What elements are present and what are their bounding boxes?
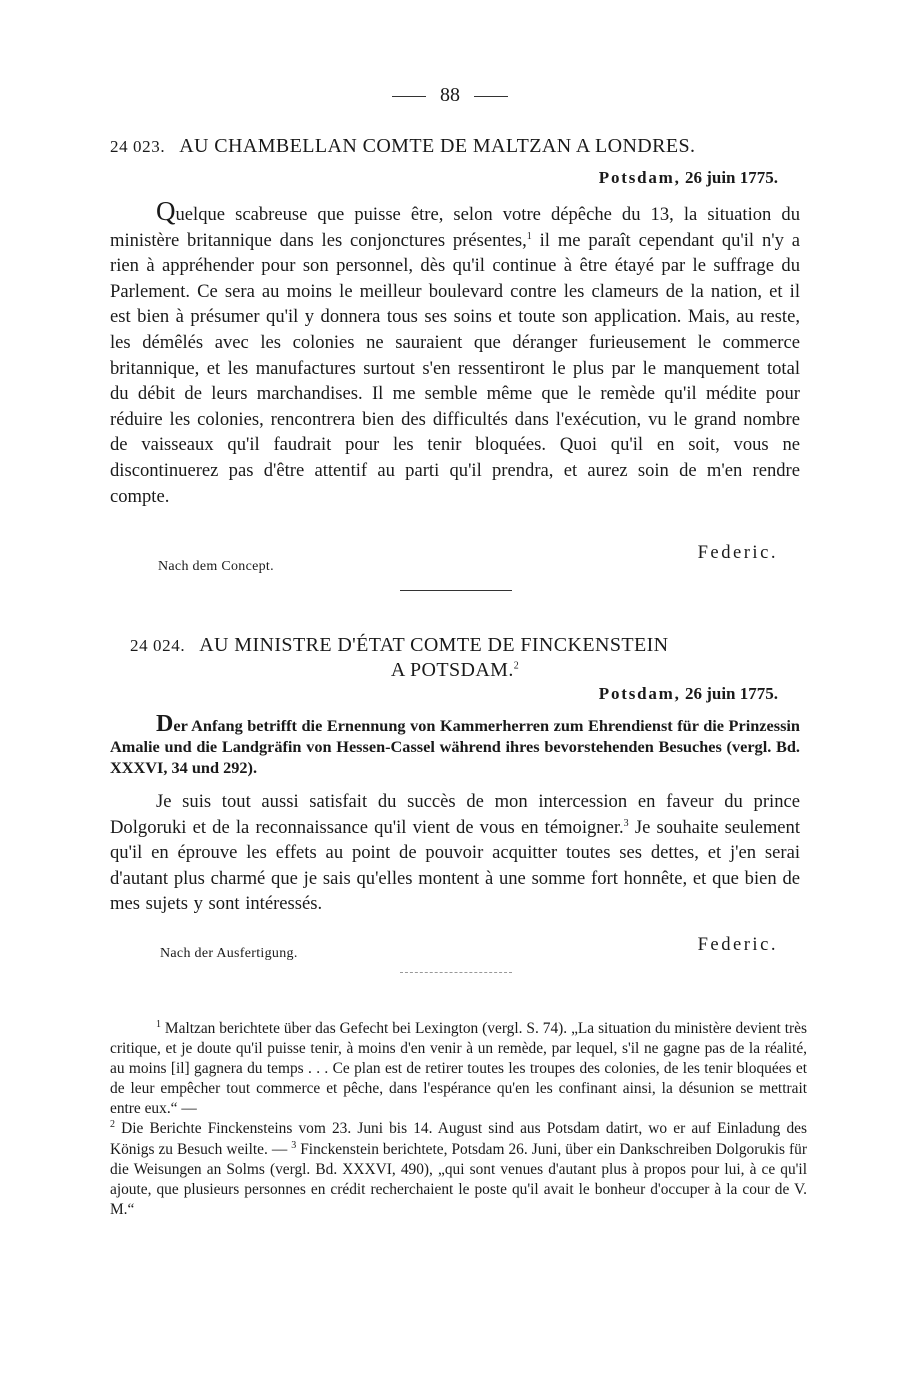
letter-1-dateline <box>110 168 778 188</box>
footnote-ref-2: 2 <box>513 660 520 672</box>
letter-2-heading-line-2 <box>110 659 800 682</box>
letter-2-text-cont: Je souhaite seulement qu'il en éprouve les effets au point de pouvoir acquitter toutes ses dettes, et j'en serai d'autant plus charmé que je sais qu'elles montent à une somme fort honnête, et que bien de mes sujets y sont intéressés. <box>110 816 800 915</box>
letter-1-number: 24 023. <box>110 137 166 156</box>
letter-2-summary-text: er Anfang betrifft die Ernennung von Kammerherren zum Ehrendienst für die Prinzessin Amalie und die Landgräfin von Hessen-Cassel während ihres bevorstehenden Besuches (vergl. Bd. XXXVI, 34 und 292). <box>110 716 800 777</box>
letter-1-body <box>110 198 800 509</box>
letter-1-date: 26 juin 1775. <box>684 168 778 187</box>
letter-2-place: Potsdam, <box>598 684 681 703</box>
letter-2-body <box>110 789 800 917</box>
letter-2-summary <box>110 712 800 778</box>
letter-2-dateline <box>110 684 778 704</box>
letter-1-text-start: uelque scabreuse que puisse être, selon votre dépêche du 13, la situation du ministère britannique dans les conjonctures présentes, <box>110 204 800 251</box>
letter-1-dropcap: Q <box>156 196 176 226</box>
footnotes <box>110 1019 807 1220</box>
letter-2-paragraph <box>110 789 800 917</box>
footnote-ref-3: 3 <box>623 817 629 829</box>
letter-1-heading <box>110 135 800 158</box>
footnote-2-marker: 2 <box>110 1119 115 1131</box>
letter-1-place: Potsdam, <box>598 168 681 187</box>
letter-2-heading <box>110 634 800 657</box>
page-number-right-rule <box>474 96 508 97</box>
footnote-1-marker: 1 <box>156 1018 161 1030</box>
letter-2-number: 24 024. <box>130 636 186 655</box>
section-divider <box>400 590 512 591</box>
letter-1-paragraph <box>110 198 800 509</box>
page-number-left-rule <box>392 96 426 97</box>
footnote-3-text: Finckenstein berichtete, Potsdam 26. Juni, über ein Dankschreiben Dolgorukis für die Weisungen an Solms (vergl. Bd. XXXVI, 490), „qui sont venues d'autant plus à propos pour lui, à ce qu'il ajoute, que plusieurs personnes en crédit recherchaient le poste qu'il avait le bonheur d'occuper à la cour de V. M.“ <box>110 1140 807 1218</box>
letter-2-text-start: Je suis tout aussi satisfait du succès de mon intercession en faveur du prince Dolgoruki et de la reconnaissance qu'il vient de vous en témoigner. <box>110 791 800 838</box>
letter-2-signature: Federic. <box>697 934 778 955</box>
letter-2-date: 26 juin 1775. <box>684 684 778 703</box>
letter-2-summary-paragraph <box>110 712 800 778</box>
page-number: 88 <box>440 84 460 106</box>
letter-1-title: AU CHAMBELLAN COMTE DE MALTZAN A LONDRES. <box>179 135 696 157</box>
letter-2-source: Nach der Ausfertigung. <box>160 946 298 961</box>
footnote-divider <box>400 972 512 973</box>
footnote-ref-1: 1 <box>526 230 532 242</box>
footnotes-block <box>110 1019 807 1220</box>
letter-1-source: Nach dem Concept. <box>158 559 274 574</box>
letter-1-text-cont: il me paraît cependant qu'il n'y a rien à appréhender pour son personnel, dès qu'il continue à être étayé par le suffrage du Parlement. Ce sera au moins le meilleur boulevard contre les clameurs de la nation, et il est bien à présumer qu'il y donnera tous ses soins et toute son application. Mais, au reste, les démêlés avec les colonies ne sauraient que déranger furieusement le commerce britannique, et les manufactures surtout s'en ressentiront le plus par le manquement total du débit de leurs marchandises. Il me semble même que le remède qu'il médite pour réduire les colonies, rencontrera bien des difficultés dans l'exécution, vu le grand nombre de vaisseaux qu'il faudrait pour les tenir bloquées. Quoi qu'il en soit, vous ne discontinuerez pas d'être attentif au parti qu'il prendra, et aurez soin de m'en rendre compte. <box>110 229 801 507</box>
letter-2-summary-dropcap: D <box>156 711 174 737</box>
page-number-line <box>0 84 900 107</box>
letter-1-signature: Federic. <box>697 542 778 563</box>
footnote-2-text: Die Berichte Finckensteins vom 23. Juni bis 14. August sind aus Potsdam datirt, wo er auf Einladung des Königs zu Besuch weilte. — <box>110 1120 807 1158</box>
footnote-1-text: Maltzan berichtete über das Gefecht bei Lexington (vergl. S. 74). „La situation du ministère devient très critique, et je doute qu'il puisse tenir, à moins d'en venir à un remède, par lequel, s'il ne gagne pas de la réalité, au moins [il] gagnera du temps . . . Ce plan est de retirer toutes les troupes des colonies, de les tenir bloquées et de leur empêcher tout commerce et pêche, dans l'espérance qu'en les confinant ainsi, la désunion se mettrait entre eux.“ — <box>110 1020 807 1118</box>
letter-2-title-line-1: AU MINISTRE D'ÉTAT COMTE DE FINCKENSTEIN <box>199 634 669 656</box>
letter-2-title-line-2: A POTSDAM. <box>390 659 514 681</box>
footnote-3-marker: 3 <box>291 1139 297 1151</box>
